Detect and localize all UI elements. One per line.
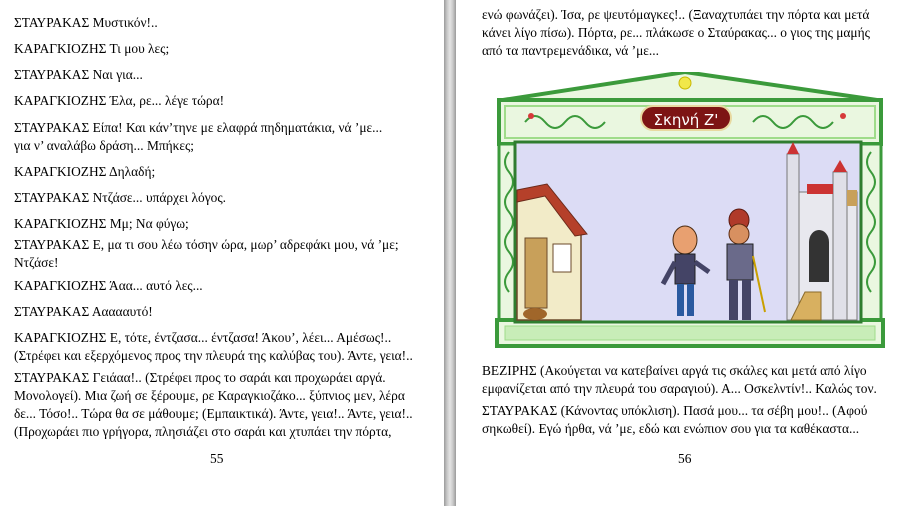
text-line: ΚΑΡΑΓΚΙΟΖΗΣ Έλα, ρε... λέγε τώρα! [14, 93, 225, 108]
page-number-right: 56 [678, 451, 692, 466]
book-gutter [444, 0, 456, 506]
dialogue-paragraph [14, 119, 382, 155]
text-line: δε... Τόσο!.. Τώρα θα σε μάθουμε; (Εμπαικτικά). Άντε, γεια!.. Άντε, γεια!.. [14, 406, 413, 421]
text-line: από τα παντρεμενάδικα, νά ’με... [482, 43, 659, 58]
dialogue-paragraph [14, 14, 158, 32]
text-line: ΣΤΑΥΡΑΚΑΣ Ε, μα τι σου λέω τόσην ώρα, μωρ’ αδρεφάκι μου, νά ’με; [14, 237, 399, 252]
text-line: ΣΤΑΥΡΑΚΑΣ Γειάαα!.. (Στρέφει προς το σαράι και προχωράει αργά. [14, 370, 386, 385]
text-line: (Στρέφει και εξερχόμενος προς την πλευρά της καλύβας του). Άντε, γεια!.. [14, 348, 413, 363]
text-line: ΚΑΡΑΓΚΙΟΖΗΣ Ε, τότε, έντζασα... έντζασα! Άκου’, λέει... Αμέσως!.. [14, 330, 392, 345]
dialogue-paragraph [14, 329, 413, 365]
dialogue-paragraph [482, 402, 867, 438]
dialogue-paragraph [14, 92, 224, 110]
text-line: ΣΤΑΥΡΑΚΑΣ Είπα! Και κάν’τηνε με ελαφρά πηδηματάκια, νά ’με... [14, 120, 383, 135]
text-line: ΣΤΑΥΡΑΚΑΣ Μυστικόν!.. [14, 15, 158, 30]
dialogue-paragraph [14, 40, 169, 58]
scene-title-label: Σκηνή Ζ' [640, 105, 732, 131]
text-line: (Προχωράει πιο γρήγορα, πλησιάζει στο σαράι και χτυπάει την πόρτα, [14, 424, 392, 439]
text-line: Μονολογεί). Μια ζωή σε ξέρουμε, ρε Καραγκιοζάκο... ξύπνιος μεν, λέρα [14, 388, 405, 403]
dialogue-paragraph [14, 189, 226, 207]
left-page [0, 0, 444, 506]
text-line: ενώ φωνάζει). Ίσα, ρε ψευτόμαγκες!.. (Ξαναχτυπάει την πόρτα και μετά [482, 7, 870, 22]
text-line: ΒΕΖΙΡΗΣ (Ακούγεται να κατεβαίνει αργά τις σκάλες και μετά από λίγο [482, 363, 867, 378]
page-number-left: 55 [210, 451, 224, 466]
text-line: ΚΑΡΑΓΚΙΟΖΗΣ Δηλαδή; [14, 164, 156, 179]
dialogue-paragraph [14, 303, 153, 321]
text-line: Ντζάσε! [14, 255, 59, 270]
text-line: ΚΑΡΑΓΚΙΟΖΗΣ Μμ; Να φύγω; [14, 216, 189, 231]
text-line: ΣΤΑΥΡΑΚΑΣ Ντζάσε... υπάρχει λόγος. [14, 190, 227, 205]
text-line: ΣΤΑΥΡΑΚΑΣ (Κάνοντας υπόκλιση). Πασά μου... τα σέβη μου!.. (Αφού [482, 403, 868, 418]
scene-illustration [495, 72, 885, 348]
text-line: ΣΤΑΥΡΑΚΑΣ Αααααυτό! [14, 304, 153, 319]
text-line: σηκωθεί). Εγώ ήρθα, νά ’με, εδώ και ενώπιον σου για τα καθέκαστα... [482, 421, 860, 436]
dialogue-paragraph [14, 163, 155, 181]
text-line: για ν’ αναλάβω δράση... Μπήκες; [14, 138, 195, 153]
dialogue-paragraph [14, 236, 399, 272]
text-line: κάνει λίγο πίσω). Πόρτα, ρε... πλάκωσε ο Σταύρακας... ο γιος της μαμής [482, 25, 870, 40]
dialogue-paragraph [482, 362, 877, 398]
dialogue-paragraph [482, 6, 870, 60]
dialogue-paragraph [14, 277, 203, 295]
dialogue-paragraph [14, 215, 189, 233]
text-line: εμφανίζεται από την πλευρά του σαραγιού). Α... Οσκελντίν!.. Καλώς τον. [482, 381, 877, 396]
dialogue-paragraph [14, 66, 143, 84]
text-line: ΚΑΡΑΓΚΙΟΖΗΣ Άαα... αυτό λες... [14, 278, 203, 293]
dialogue-paragraph [14, 369, 413, 441]
text-line: ΣΤΑΥΡΑΚΑΣ Ναι για... [14, 67, 143, 82]
pediment-orb [679, 77, 691, 89]
text-line: ΚΑΡΑΓΚΙΟΖΗΣ Τι μου λες; [14, 41, 170, 56]
